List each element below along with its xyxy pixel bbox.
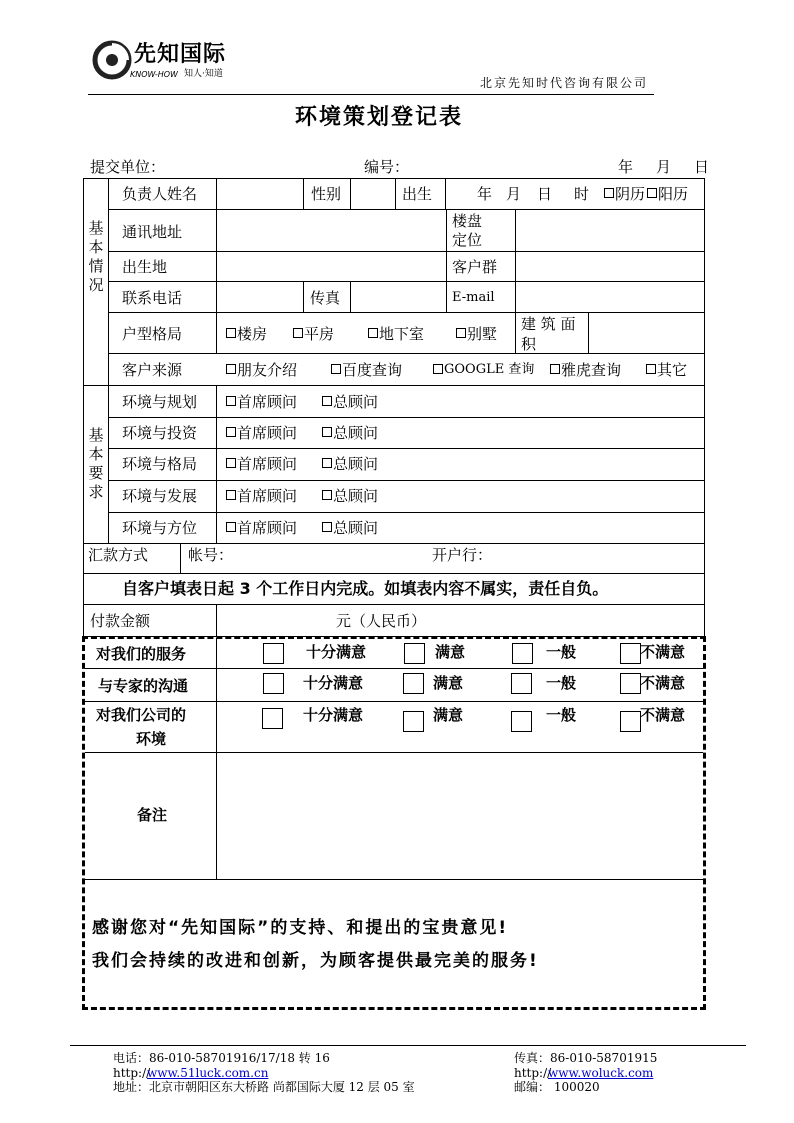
chief-consultant-checkbox[interactable] — [226, 396, 236, 406]
requirement-row-label: 环境与规划 — [122, 393, 198, 411]
remittance-method-label: 汇款方式 — [88, 546, 149, 564]
neutral-checkbox[interactable] — [511, 711, 532, 732]
thanks-line-1: 感谢您对“先知国际”的支持、和提出的宝贵意见! — [92, 918, 509, 938]
payment-amount-field[interactable] — [218, 606, 328, 634]
page-title: 环境策划登记表 — [295, 105, 464, 130]
birthplace-field[interactable] — [218, 253, 444, 280]
general-consultant-checkbox[interactable] — [322, 396, 332, 406]
layout-checkbox-bungalow[interactable] — [293, 328, 303, 338]
chief-consultant-label: 首席顾问 — [237, 519, 298, 537]
very-satisfied-checkbox[interactable] — [263, 643, 284, 664]
customer-group-label: 客户群 — [452, 258, 498, 276]
gender-field[interactable] — [352, 180, 394, 208]
owner-name-field[interactable] — [218, 180, 302, 208]
birth-year: 年 — [477, 185, 493, 203]
chief-consultant-checkbox[interactable] — [226, 490, 236, 500]
requirement-row-label: 环境与格局 — [122, 455, 198, 473]
footer-http-label-1: http:// — [113, 1066, 151, 1080]
dissatisfied-label: 不满意 — [640, 643, 686, 661]
property-location-label-1: 楼盘 — [452, 212, 483, 230]
requirement-row-label: 环境与发展 — [122, 487, 198, 505]
account-field[interactable] — [232, 545, 422, 571]
building-area-field[interactable] — [590, 314, 703, 352]
footer-rule — [70, 1045, 746, 1046]
general-consultant-label: 总顾问 — [333, 455, 379, 473]
solar-label: 阳历 — [658, 185, 689, 203]
birth-hour: 时 — [574, 185, 590, 203]
satisfied-checkbox[interactable] — [404, 643, 425, 664]
phone-label: 联系电话 — [122, 289, 183, 307]
chief-consultant-label: 首席顾问 — [237, 487, 298, 505]
header-rule — [88, 94, 654, 95]
building-area-label-1: 建 筑 面 — [521, 315, 576, 333]
layout-checkbox-villa[interactable] — [456, 328, 466, 338]
layout-option-building: 楼房 — [237, 325, 268, 343]
source-option-friend: 朋友介绍 — [237, 361, 298, 379]
logo-sub-cn: 知人·知道 — [184, 69, 223, 79]
layout-checkbox-building[interactable] — [226, 328, 236, 338]
footer-tel: 电话：86-010-58701916/17/18 转 16 — [113, 1051, 330, 1065]
address-label: 通讯地址 — [122, 223, 183, 241]
general-consultant-label: 总顾问 — [333, 424, 379, 442]
neutral-checkbox[interactable] — [511, 673, 532, 694]
thanks-line-2: 我们会持续的改进和创新，为顾客提供最完美的服务! — [92, 951, 539, 971]
chief-consultant-label: 首席顾问 — [237, 455, 298, 473]
birth-label: 出生 — [402, 185, 433, 203]
bank-label: 开户行： — [432, 546, 493, 564]
layout-checkbox-basement[interactable] — [368, 328, 378, 338]
satisfied-label: 满意 — [433, 706, 464, 724]
footer-http-label-2: http:// — [514, 1066, 552, 1080]
email-field[interactable] — [517, 283, 703, 311]
gender-label: 性别 — [311, 185, 342, 203]
phone-field[interactable] — [218, 283, 302, 311]
chief-consultant-label: 首席顾问 — [237, 393, 298, 411]
account-label: 帐号： — [188, 546, 234, 564]
payment-amount-label: 付款金额 — [90, 612, 151, 630]
requirement-row-label: 环境与投资 — [122, 424, 198, 442]
source-label: 客户来源 — [122, 361, 183, 379]
company-name: 北京先知时代咨询有限公司 — [480, 76, 649, 90]
very-satisfied-label: 十分满意 — [306, 643, 367, 661]
dissatisfied-label: 不满意 — [640, 706, 686, 724]
general-consultant-label: 总顾问 — [333, 393, 379, 411]
feedback-expert-label: 与专家的沟通 — [98, 677, 189, 695]
layout-option-bungalow: 平房 — [304, 325, 335, 343]
layout-label: 户型格局 — [122, 325, 183, 343]
feedback-service-label: 对我们的服务 — [96, 645, 187, 663]
feedback-environment-label-2: 环境 — [136, 730, 167, 748]
satisfied-label: 满意 — [435, 643, 466, 661]
submitter-label: 提交单位： — [90, 158, 166, 176]
birth-day: 日 — [537, 185, 553, 203]
payment-unit: 元（人民币） — [336, 612, 427, 630]
birthplace-label: 出生地 — [122, 258, 168, 276]
source-checkbox-other[interactable] — [646, 364, 656, 374]
footer-fax: 传真：86-010-58701915 — [514, 1051, 658, 1065]
building-area-label-2: 积 — [521, 335, 537, 353]
neutral-checkbox[interactable] — [512, 643, 533, 664]
logo-mark-icon — [92, 40, 132, 80]
dissatisfied-checkbox[interactable] — [620, 673, 641, 694]
satisfied-checkbox[interactable] — [403, 673, 424, 694]
number-label: 编号： — [364, 158, 410, 176]
section-basic-info-label: 基本情况 — [88, 219, 104, 294]
meta-day: 日 — [694, 158, 710, 176]
owner-name-label: 负责人姓名 — [122, 185, 198, 203]
neutral-label: 一般 — [546, 706, 577, 724]
website-link-woluck[interactable]: www.woluck.com — [548, 1066, 654, 1080]
very-satisfied-label: 十分满意 — [303, 706, 364, 724]
general-consultant-label: 总顾问 — [333, 519, 379, 537]
completion-notice: 自客户填表日起 3 个工作日内完成。如填表内容不属实，责任自负。 — [122, 579, 609, 598]
dissatisfied-label: 不满意 — [640, 674, 686, 692]
feedback-environment-label-1: 对我们公司的 — [96, 706, 187, 724]
bank-field[interactable] — [492, 545, 702, 571]
neutral-label: 一般 — [546, 674, 577, 692]
chief-consultant-checkbox[interactable] — [226, 427, 236, 437]
customer-group-field[interactable] — [517, 253, 703, 280]
source-option-yahoo: 雅虎查询 — [561, 361, 622, 379]
company-logo — [92, 40, 242, 82]
layout-option-villa: 别墅 — [467, 325, 498, 343]
very-satisfied-checkbox[interactable] — [263, 673, 284, 694]
meta-year: 年 — [618, 158, 634, 176]
layout-option-basement: 地下室 — [379, 325, 425, 343]
fax-label: 传真 — [310, 289, 341, 307]
source-checkbox-friend[interactable] — [226, 364, 236, 374]
address-field[interactable] — [218, 211, 444, 249]
dissatisfied-checkbox[interactable] — [620, 711, 641, 732]
general-consultant-checkbox[interactable] — [322, 490, 332, 500]
general-consultant-checkbox[interactable] — [322, 522, 332, 532]
property-location-field[interactable] — [517, 211, 703, 249]
logo-brand: 先知国际 — [134, 42, 227, 67]
general-consultant-label: 总顾问 — [333, 487, 379, 505]
footer-postcode: 邮编： 100020 — [514, 1080, 600, 1094]
footer-address: 地址：北京市朝阳区东大桥路 尚都国际大厦 12 层 05 室 — [113, 1080, 415, 1094]
source-option-baidu: 百度查询 — [342, 361, 403, 379]
lunar-checkbox[interactable] — [604, 188, 614, 198]
source-checkbox-baidu[interactable] — [331, 364, 341, 374]
lunar-label: 阴历 — [615, 185, 646, 203]
section-requirements-label: 基本要求 — [88, 426, 104, 501]
solar-checkbox[interactable] — [647, 188, 657, 198]
meta-month: 月 — [656, 158, 672, 176]
source-option-google: GOOGLE 查询 — [444, 362, 535, 377]
general-consultant-checkbox[interactable] — [322, 427, 332, 437]
very-satisfied-label: 十分满意 — [303, 674, 364, 692]
source-option-other: 其它 — [657, 361, 688, 379]
source-checkbox-google[interactable] — [433, 364, 443, 374]
fax-field[interactable] — [352, 283, 444, 311]
chief-consultant-checkbox[interactable] — [226, 522, 236, 532]
satisfied-label: 满意 — [433, 674, 464, 692]
remarks-field[interactable] — [218, 754, 702, 878]
logo-sub-en: KNOW-HOW — [130, 70, 178, 79]
remarks-label: 备注 — [137, 806, 168, 824]
birth-month: 月 — [506, 185, 522, 203]
neutral-label: 一般 — [546, 643, 577, 661]
general-consultant-checkbox[interactable] — [322, 458, 332, 468]
source-checkbox-yahoo[interactable] — [550, 364, 560, 374]
chief-consultant-checkbox[interactable] — [226, 458, 236, 468]
satisfied-checkbox[interactable] — [403, 711, 424, 732]
property-location-label-2: 定位 — [452, 231, 483, 249]
requirement-row-label: 环境与方位 — [122, 519, 198, 537]
chief-consultant-label: 首席顾问 — [237, 424, 298, 442]
dissatisfied-checkbox[interactable] — [620, 643, 641, 664]
website-link-51luck[interactable]: www.51luck.com.cn — [147, 1066, 269, 1080]
email-label: E-mail — [452, 290, 495, 305]
very-satisfied-checkbox[interactable] — [262, 708, 283, 729]
